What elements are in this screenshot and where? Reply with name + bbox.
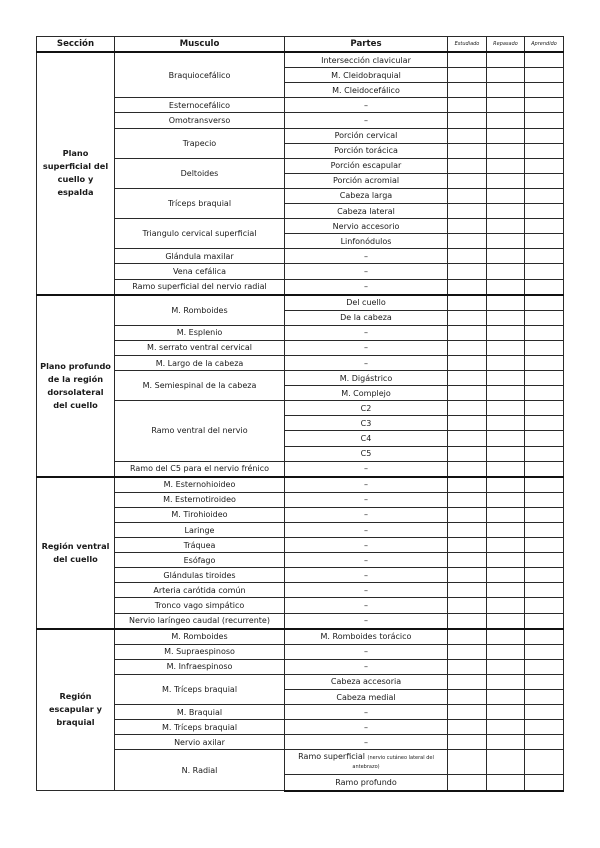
part-cell: – bbox=[285, 249, 448, 264]
part-cell: – bbox=[285, 583, 448, 598]
muscle-cell: Deltoides bbox=[115, 158, 285, 188]
reviewed-checkbox-cell[interactable] bbox=[487, 249, 525, 264]
part-cell: Cabeza lateral bbox=[285, 204, 448, 219]
header-parts: Partes bbox=[285, 37, 448, 53]
studied-checkbox-cell[interactable] bbox=[448, 188, 487, 203]
part-cell: – bbox=[285, 613, 448, 629]
muscle-cell: Laringe bbox=[115, 523, 285, 538]
table-row bbox=[37, 507, 564, 522]
studied-checkbox-cell[interactable] bbox=[448, 219, 487, 234]
header-reviewed: Repasado bbox=[487, 37, 525, 53]
learned-checkbox-cell[interactable] bbox=[525, 553, 564, 568]
studied-checkbox-cell[interactable] bbox=[448, 720, 487, 735]
part-cell: Cabeza accesoria bbox=[285, 674, 448, 689]
part-cell: – bbox=[285, 644, 448, 659]
muscle-cell: Braquiocefálico bbox=[115, 52, 285, 98]
anatomy-study-table bbox=[36, 36, 564, 792]
header-muscle: Musculo bbox=[115, 37, 285, 53]
table-row bbox=[37, 52, 564, 68]
muscle-cell: Nervio axilar bbox=[115, 735, 285, 750]
learned-checkbox-cell[interactable] bbox=[525, 705, 564, 720]
reviewed-checkbox-cell[interactable] bbox=[487, 629, 525, 645]
learned-checkbox-cell[interactable] bbox=[525, 538, 564, 553]
reviewed-checkbox-cell[interactable] bbox=[487, 83, 525, 98]
part-cell: – bbox=[285, 113, 448, 128]
studied-checkbox-cell[interactable] bbox=[448, 143, 487, 158]
part-cell: Linfonódulos bbox=[285, 234, 448, 249]
reviewed-checkbox-cell[interactable] bbox=[487, 386, 525, 401]
part-cell: – bbox=[285, 492, 448, 507]
part-cell: Porción cervical bbox=[285, 128, 448, 143]
muscle-cell: Glándula maxilar bbox=[115, 249, 285, 264]
muscle-cell: Tronco vago simpático bbox=[115, 598, 285, 613]
table-row bbox=[37, 264, 564, 279]
table-row bbox=[37, 644, 564, 659]
part-cell: Nervio accesorio bbox=[285, 219, 448, 234]
part-cell: Intersección clavicular bbox=[285, 52, 448, 68]
table-row bbox=[37, 750, 564, 775]
reviewed-checkbox-cell[interactable] bbox=[487, 295, 525, 311]
learned-checkbox-cell[interactable] bbox=[525, 446, 564, 461]
muscle-cell: Ramo ventral del nervio bbox=[115, 401, 285, 461]
learned-checkbox-cell[interactable] bbox=[525, 416, 564, 431]
learned-checkbox-cell[interactable] bbox=[525, 477, 564, 493]
muscle-cell: M. Romboides bbox=[115, 629, 285, 645]
reviewed-checkbox-cell[interactable] bbox=[487, 52, 525, 68]
table-row bbox=[37, 98, 564, 113]
learned-checkbox-cell[interactable] bbox=[525, 234, 564, 249]
part-cell: C4 bbox=[285, 431, 448, 446]
part-cell: C2 bbox=[285, 401, 448, 416]
table-row bbox=[37, 598, 564, 613]
studied-checkbox-cell[interactable] bbox=[448, 674, 487, 689]
learned-checkbox-cell[interactable] bbox=[525, 613, 564, 629]
learned-checkbox-cell[interactable] bbox=[525, 386, 564, 401]
learned-checkbox-cell[interactable] bbox=[525, 279, 564, 295]
muscle-cell: M. Esplenio bbox=[115, 325, 285, 340]
muscle-cell: M. Supraespinoso bbox=[115, 644, 285, 659]
studied-checkbox-cell[interactable] bbox=[448, 264, 487, 279]
reviewed-checkbox-cell[interactable] bbox=[487, 775, 525, 791]
muscle-cell: M. Tirohioideo bbox=[115, 507, 285, 522]
learned-checkbox-cell[interactable] bbox=[525, 523, 564, 538]
table-row bbox=[37, 553, 564, 568]
learned-checkbox-cell[interactable] bbox=[525, 507, 564, 522]
reviewed-checkbox-cell[interactable] bbox=[487, 735, 525, 750]
studied-checkbox-cell[interactable] bbox=[448, 310, 487, 325]
learned-checkbox-cell[interactable] bbox=[525, 690, 564, 705]
part-cell: – bbox=[285, 325, 448, 340]
part-cell: – bbox=[285, 523, 448, 538]
table-row bbox=[37, 720, 564, 735]
reviewed-checkbox-cell[interactable] bbox=[487, 659, 525, 674]
reviewed-checkbox-cell[interactable] bbox=[487, 477, 525, 493]
table-row bbox=[37, 188, 564, 203]
table-row bbox=[37, 629, 564, 645]
studied-checkbox-cell[interactable] bbox=[448, 431, 487, 446]
learned-checkbox-cell[interactable] bbox=[525, 775, 564, 791]
learned-checkbox-cell[interactable] bbox=[525, 113, 564, 128]
table-row bbox=[37, 249, 564, 264]
table-row bbox=[37, 461, 564, 477]
learned-checkbox-cell[interactable] bbox=[525, 310, 564, 325]
reviewed-checkbox-cell[interactable] bbox=[487, 143, 525, 158]
muscle-cell: Triangulo cervical superficial bbox=[115, 219, 285, 249]
studied-checkbox-cell[interactable] bbox=[448, 507, 487, 522]
studied-checkbox-cell[interactable] bbox=[448, 113, 487, 128]
table-row bbox=[37, 538, 564, 553]
muscle-cell: M. Romboides bbox=[115, 295, 285, 326]
studied-checkbox-cell[interactable] bbox=[448, 750, 487, 775]
learned-checkbox-cell[interactable] bbox=[525, 173, 564, 188]
reviewed-checkbox-cell[interactable] bbox=[487, 340, 525, 355]
reviewed-checkbox-cell[interactable] bbox=[487, 173, 525, 188]
studied-checkbox-cell[interactable] bbox=[448, 401, 487, 416]
learned-checkbox-cell[interactable] bbox=[525, 735, 564, 750]
table-row bbox=[37, 492, 564, 507]
studied-checkbox-cell[interactable] bbox=[448, 386, 487, 401]
muscle-cell: M. Semiespinal de la cabeza bbox=[115, 371, 285, 401]
reviewed-checkbox-cell[interactable] bbox=[487, 507, 525, 522]
studied-checkbox-cell[interactable] bbox=[448, 355, 487, 370]
studied-checkbox-cell[interactable] bbox=[448, 128, 487, 143]
muscle-cell: Glándulas tiroides bbox=[115, 568, 285, 583]
reviewed-checkbox-cell[interactable] bbox=[487, 598, 525, 613]
learned-checkbox-cell[interactable] bbox=[525, 264, 564, 279]
part-cell: M. Complejo bbox=[285, 386, 448, 401]
part-cell: – bbox=[285, 598, 448, 613]
part-cell: Cabeza larga bbox=[285, 188, 448, 203]
reviewed-checkbox-cell[interactable] bbox=[487, 188, 525, 203]
reviewed-checkbox-cell[interactable] bbox=[487, 401, 525, 416]
learned-checkbox-cell[interactable] bbox=[525, 219, 564, 234]
table-row bbox=[37, 295, 564, 311]
reviewed-checkbox-cell[interactable] bbox=[487, 523, 525, 538]
studied-checkbox-cell[interactable] bbox=[448, 629, 487, 645]
studied-checkbox-cell[interactable] bbox=[448, 416, 487, 431]
muscle-cell: Tráquea bbox=[115, 538, 285, 553]
section-cell: Región ventral del cuello bbox=[37, 477, 115, 629]
learned-checkbox-cell[interactable] bbox=[525, 188, 564, 203]
part-cell: – bbox=[285, 98, 448, 113]
learned-checkbox-cell[interactable] bbox=[525, 371, 564, 386]
part-note-text: (nervio cutáneo lateral del antebrazo) bbox=[352, 755, 434, 771]
reviewed-checkbox-cell[interactable] bbox=[487, 674, 525, 689]
studied-checkbox-cell[interactable] bbox=[448, 477, 487, 493]
learned-checkbox-cell[interactable] bbox=[525, 295, 564, 311]
muscle-cell: M. Esternotiroideo bbox=[115, 492, 285, 507]
studied-checkbox-cell[interactable] bbox=[448, 249, 487, 264]
table-row bbox=[37, 128, 564, 143]
muscle-cell: M. Largo de la cabeza bbox=[115, 355, 285, 370]
reviewed-checkbox-cell[interactable] bbox=[487, 279, 525, 295]
table-row bbox=[37, 523, 564, 538]
table-row bbox=[37, 113, 564, 128]
studied-checkbox-cell[interactable] bbox=[448, 613, 487, 629]
studied-checkbox-cell[interactable] bbox=[448, 461, 487, 477]
part-cell: – bbox=[285, 279, 448, 295]
header-learned: Aprendido bbox=[525, 37, 564, 53]
learned-checkbox-cell[interactable] bbox=[525, 158, 564, 173]
muscle-cell: Nervio laríngeo caudal (recurrente) bbox=[115, 613, 285, 629]
reviewed-checkbox-cell[interactable] bbox=[487, 204, 525, 219]
studied-checkbox-cell[interactable] bbox=[448, 644, 487, 659]
studied-checkbox-cell[interactable] bbox=[448, 158, 487, 173]
learned-checkbox-cell[interactable] bbox=[525, 674, 564, 689]
part-cell: – bbox=[285, 720, 448, 735]
table-body bbox=[37, 52, 564, 790]
studied-checkbox-cell[interactable] bbox=[448, 234, 487, 249]
reviewed-checkbox-cell[interactable] bbox=[487, 583, 525, 598]
learned-checkbox-cell[interactable] bbox=[525, 461, 564, 477]
studied-checkbox-cell[interactable] bbox=[448, 371, 487, 386]
learned-checkbox-cell[interactable] bbox=[525, 583, 564, 598]
studied-checkbox-cell[interactable] bbox=[448, 446, 487, 461]
muscle-cell: M. Esternohioideo bbox=[115, 477, 285, 493]
reviewed-checkbox-cell[interactable] bbox=[487, 416, 525, 431]
part-cell: M. Romboides torácico bbox=[285, 629, 448, 645]
part-cell: – bbox=[285, 568, 448, 583]
table-row bbox=[37, 705, 564, 720]
muscle-cell: Trapecio bbox=[115, 128, 285, 158]
studied-checkbox-cell[interactable] bbox=[448, 173, 487, 188]
reviewed-checkbox-cell[interactable] bbox=[487, 325, 525, 340]
part-cell: – bbox=[285, 659, 448, 674]
table-row bbox=[37, 158, 564, 173]
reviewed-checkbox-cell[interactable] bbox=[487, 461, 525, 477]
reviewed-checkbox-cell[interactable] bbox=[487, 750, 525, 775]
table-row bbox=[37, 568, 564, 583]
table-row bbox=[37, 279, 564, 295]
table-row bbox=[37, 340, 564, 355]
muscle-cell: M. serrato ventral cervical bbox=[115, 340, 285, 355]
learned-checkbox-cell[interactable] bbox=[525, 492, 564, 507]
studied-checkbox-cell[interactable] bbox=[448, 583, 487, 598]
section-cell: Plano superficial del cuello y espalda bbox=[37, 52, 115, 295]
reviewed-checkbox-cell[interactable] bbox=[487, 613, 525, 629]
studied-checkbox-cell[interactable] bbox=[448, 538, 487, 553]
studied-checkbox-cell[interactable] bbox=[448, 52, 487, 68]
muscle-cell: Ramo superficial del nervio radial bbox=[115, 279, 285, 295]
table-row bbox=[37, 735, 564, 750]
reviewed-checkbox-cell[interactable] bbox=[487, 68, 525, 83]
learned-checkbox-cell[interactable] bbox=[525, 98, 564, 113]
muscle-cell: Arteria carótida común bbox=[115, 583, 285, 598]
header-studied: Estudiado bbox=[448, 37, 487, 53]
reviewed-checkbox-cell[interactable] bbox=[487, 158, 525, 173]
studied-checkbox-cell[interactable] bbox=[448, 568, 487, 583]
muscle-cell: Tríceps braquial bbox=[115, 188, 285, 218]
part-cell: – bbox=[285, 477, 448, 493]
learned-checkbox-cell[interactable] bbox=[525, 249, 564, 264]
learned-checkbox-cell[interactable] bbox=[525, 83, 564, 98]
learned-checkbox-cell[interactable] bbox=[525, 750, 564, 775]
part-cell: C3 bbox=[285, 416, 448, 431]
studied-checkbox-cell[interactable] bbox=[448, 98, 487, 113]
reviewed-checkbox-cell[interactable] bbox=[487, 234, 525, 249]
learned-checkbox-cell[interactable] bbox=[525, 204, 564, 219]
table-row bbox=[37, 325, 564, 340]
part-cell: – bbox=[285, 705, 448, 720]
learned-checkbox-cell[interactable] bbox=[525, 644, 564, 659]
muscle-cell: M. Infraespinoso bbox=[115, 659, 285, 674]
learned-checkbox-cell[interactable] bbox=[525, 68, 564, 83]
part-cell: M. Cleidobraquial bbox=[285, 68, 448, 83]
studied-checkbox-cell[interactable] bbox=[448, 553, 487, 568]
studied-checkbox-cell[interactable] bbox=[448, 659, 487, 674]
reviewed-checkbox-cell[interactable] bbox=[487, 492, 525, 507]
learned-checkbox-cell[interactable] bbox=[525, 52, 564, 68]
reviewed-checkbox-cell[interactable] bbox=[487, 310, 525, 325]
learned-checkbox-cell[interactable] bbox=[525, 431, 564, 446]
muscle-cell: M. Braquial bbox=[115, 705, 285, 720]
reviewed-checkbox-cell[interactable] bbox=[487, 705, 525, 720]
studied-checkbox-cell[interactable] bbox=[448, 279, 487, 295]
studied-checkbox-cell[interactable] bbox=[448, 295, 487, 311]
part-cell: Porción acromial bbox=[285, 173, 448, 188]
studied-checkbox-cell[interactable] bbox=[448, 705, 487, 720]
reviewed-checkbox-cell[interactable] bbox=[487, 690, 525, 705]
part-cell: Porción escapular bbox=[285, 158, 448, 173]
header-section: Sección bbox=[37, 37, 115, 53]
reviewed-checkbox-cell[interactable] bbox=[487, 355, 525, 370]
learned-checkbox-cell[interactable] bbox=[525, 598, 564, 613]
muscle-cell: Ramo del C5 para el nervio frénico bbox=[115, 461, 285, 477]
part-cell: De la cabeza bbox=[285, 310, 448, 325]
reviewed-checkbox-cell[interactable] bbox=[487, 553, 525, 568]
reviewed-checkbox-cell[interactable] bbox=[487, 431, 525, 446]
table-row bbox=[37, 371, 564, 386]
reviewed-checkbox-cell[interactable] bbox=[487, 98, 525, 113]
table-row bbox=[37, 674, 564, 689]
studied-checkbox-cell[interactable] bbox=[448, 523, 487, 538]
learned-checkbox-cell[interactable] bbox=[525, 568, 564, 583]
learned-checkbox-cell[interactable] bbox=[525, 128, 564, 143]
part-cell: – bbox=[285, 264, 448, 279]
muscle-cell: N. Radial bbox=[115, 750, 285, 791]
studied-checkbox-cell[interactable] bbox=[448, 340, 487, 355]
part-cell: C5 bbox=[285, 446, 448, 461]
part-cell: Ramo profundo bbox=[285, 775, 448, 791]
studied-checkbox-cell[interactable] bbox=[448, 775, 487, 791]
part-main-text: Ramo superficial bbox=[298, 752, 365, 762]
part-cell: M. Cleidocefálico bbox=[285, 83, 448, 98]
reviewed-checkbox-cell[interactable] bbox=[487, 446, 525, 461]
reviewed-checkbox-cell[interactable] bbox=[487, 219, 525, 234]
table-row bbox=[37, 659, 564, 674]
learned-checkbox-cell[interactable] bbox=[525, 143, 564, 158]
muscle-cell: Omotransverso bbox=[115, 113, 285, 128]
muscle-cell: Esófago bbox=[115, 553, 285, 568]
section-cell: Región escapular y braquial bbox=[37, 629, 115, 791]
part-cell: Del cuello bbox=[285, 295, 448, 311]
table-row bbox=[37, 355, 564, 370]
table-row bbox=[37, 219, 564, 234]
studied-checkbox-cell[interactable] bbox=[448, 204, 487, 219]
muscle-cell: M. Tríceps braquial bbox=[115, 674, 285, 704]
studied-checkbox-cell[interactable] bbox=[448, 68, 487, 83]
studied-checkbox-cell[interactable] bbox=[448, 690, 487, 705]
studied-checkbox-cell[interactable] bbox=[448, 83, 487, 98]
studied-checkbox-cell[interactable] bbox=[448, 492, 487, 507]
part-cell: – bbox=[285, 461, 448, 477]
studied-checkbox-cell[interactable] bbox=[448, 325, 487, 340]
part-cell: – bbox=[285, 355, 448, 370]
part-cell: – bbox=[285, 507, 448, 522]
part-cell: – bbox=[285, 553, 448, 568]
learned-checkbox-cell[interactable] bbox=[525, 325, 564, 340]
section-cell: Plano profundo de la región dorsolateral del cuello bbox=[37, 295, 115, 477]
part-cell: Porción torácica bbox=[285, 143, 448, 158]
part-cell: M. Digástrico bbox=[285, 371, 448, 386]
reviewed-checkbox-cell[interactable] bbox=[487, 371, 525, 386]
learned-checkbox-cell[interactable] bbox=[525, 355, 564, 370]
part-cell: – bbox=[285, 735, 448, 750]
part-cell: Cabeza medial bbox=[285, 690, 448, 705]
reviewed-checkbox-cell[interactable] bbox=[487, 128, 525, 143]
studied-checkbox-cell[interactable] bbox=[448, 598, 487, 613]
muscle-cell: M. Tríceps braquial bbox=[115, 720, 285, 735]
reviewed-checkbox-cell[interactable] bbox=[487, 568, 525, 583]
reviewed-checkbox-cell[interactable] bbox=[487, 644, 525, 659]
learned-checkbox-cell[interactable] bbox=[525, 720, 564, 735]
part-cell: – bbox=[285, 538, 448, 553]
muscle-cell: Vena cefálica bbox=[115, 264, 285, 279]
table-row bbox=[37, 401, 564, 416]
studied-checkbox-cell[interactable] bbox=[448, 735, 487, 750]
table-row bbox=[37, 583, 564, 598]
learned-checkbox-cell[interactable] bbox=[525, 401, 564, 416]
learned-checkbox-cell[interactable] bbox=[525, 340, 564, 355]
table-row bbox=[37, 613, 564, 629]
reviewed-checkbox-cell[interactable] bbox=[487, 538, 525, 553]
part-cell bbox=[285, 750, 448, 775]
table-row bbox=[37, 477, 564, 493]
muscle-cell: Esternocefálico bbox=[115, 98, 285, 113]
learned-checkbox-cell[interactable] bbox=[525, 659, 564, 674]
reviewed-checkbox-cell[interactable] bbox=[487, 720, 525, 735]
header-row bbox=[37, 37, 564, 53]
reviewed-checkbox-cell[interactable] bbox=[487, 264, 525, 279]
part-cell: – bbox=[285, 340, 448, 355]
learned-checkbox-cell[interactable] bbox=[525, 629, 564, 645]
reviewed-checkbox-cell[interactable] bbox=[487, 113, 525, 128]
